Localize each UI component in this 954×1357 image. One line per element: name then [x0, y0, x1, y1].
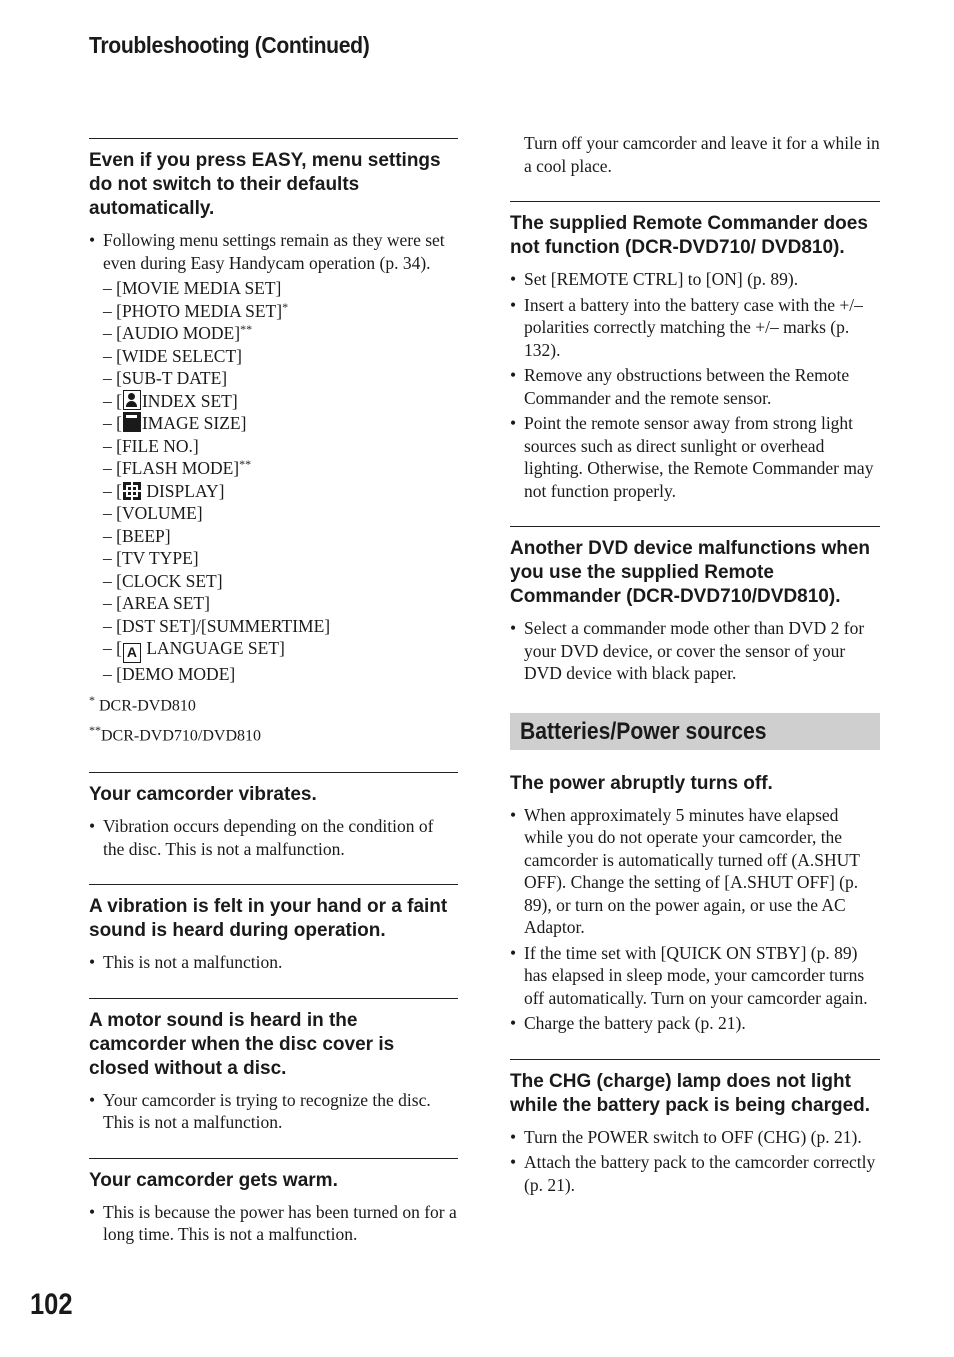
item-text: [AUDIO MODE]	[116, 323, 241, 343]
item-text: IMAGE SIZE]	[141, 413, 247, 433]
display-grid-icon	[123, 482, 141, 500]
section-heading: The CHG (charge) lamp does not light while the battery pack is being charged.	[510, 1070, 871, 1116]
list-item	[103, 592, 458, 615]
bullet-item: • When approximately 5 minutes have elapsed while you do not operate your camcorder, the camcorder is automatically turned off (A.SHUT OFF). Change the setting of [A.SHUT OFF] (p. 89), or turn on the power again, or use the AC Adaptor.	[510, 804, 880, 939]
bullet-item: • Vibration occurs depending on the condition of the disc. This is not a malfunction.	[89, 815, 458, 860]
dash: –	[103, 615, 117, 636]
dash: –	[103, 390, 117, 411]
list-item	[103, 412, 458, 435]
item-text: [DEMO MODE]	[116, 664, 236, 684]
dash: –	[103, 548, 117, 568]
dash: –	[103, 638, 117, 658]
item-text: [SUB-T DATE]	[116, 368, 228, 388]
list-item	[103, 300, 458, 323]
dash: –	[103, 323, 117, 343]
item-text: [BEEP]	[116, 525, 171, 546]
section-heading: A vibration is felt in your hand or a faint sound is heard during operation.	[89, 896, 448, 942]
bullet-item: • If the time set with [QUICK ON STBY] (p. 89) has elapsed in sleep mode, your camcorder turns off automatically. Turn on your camcorder again.	[510, 942, 880, 1010]
bullet-item: • This is not a malfunction.	[89, 951, 458, 974]
bullet-list	[510, 1126, 880, 1197]
section-title-bar	[510, 713, 880, 750]
warm-section	[89, 1158, 458, 1246]
dash: –	[103, 503, 117, 523]
menu-settings-list	[89, 277, 458, 686]
item-text: [FLASH MODE]	[116, 458, 240, 478]
bullet-item: • Attach the battery pack to the camcorder correctly (p. 21).	[510, 1151, 880, 1196]
item-text: [DST SET]/[SUMMERTIME]	[116, 615, 331, 636]
list-item	[103, 480, 458, 503]
dash: –	[103, 570, 117, 591]
bullet-item: • This is because the power has been turned on for a long time. This is not a malfunction.	[89, 1201, 458, 1246]
bullet-item: • Set [REMOTE CTRL] to [ON] (p. 89).	[510, 268, 880, 291]
bullet-item: • Insert a battery into the battery case with the +/– polarities correctly matching the +/– marks (p. 132).	[510, 294, 880, 362]
dash: –	[103, 480, 117, 501]
item-text: [CLOCK SET]	[116, 570, 223, 591]
list-item	[103, 547, 458, 570]
list-item	[103, 435, 458, 458]
chg-lamp-section	[510, 1059, 880, 1197]
list-item	[103, 345, 458, 368]
footnote-mark: **	[89, 722, 101, 737]
item-text: [	[116, 480, 122, 501]
item-text: [WIDE SELECT]	[116, 345, 242, 366]
bullet-list	[89, 1201, 458, 1246]
item-text: [MOVIE MEDIA SET]	[116, 278, 282, 298]
remote-section	[510, 201, 880, 502]
section-heading: Your camcorder vibrates.	[89, 784, 317, 806]
bullet-item: • Remove any obstructions between the Remote Commander and the remote sensor.	[510, 364, 880, 409]
bullet-list	[510, 617, 880, 685]
list-item	[103, 502, 458, 525]
item-text: [VOLUME]	[116, 503, 203, 523]
left-column	[89, 138, 458, 1270]
right-column	[510, 132, 880, 1220]
list-item	[103, 663, 458, 686]
footnote-mark: *	[89, 692, 95, 707]
bullet-item: • Turn the POWER switch to OFF (CHG) (p. 21).	[510, 1126, 880, 1149]
list-item	[103, 615, 458, 638]
footnote-text: DCR-DVD810	[95, 696, 196, 714]
bullet-list	[89, 229, 458, 274]
list-item	[103, 457, 458, 480]
bullet-list	[89, 951, 458, 974]
section-heading: Your camcorder gets warm.	[89, 1169, 338, 1191]
power-off-section	[510, 772, 880, 1035]
item-text: [	[116, 638, 122, 658]
list-item	[103, 322, 458, 345]
item-text: [	[116, 390, 122, 411]
dash: –	[103, 345, 117, 366]
item-text: [FILE NO.]	[116, 435, 199, 456]
footnote-mark: **	[240, 322, 253, 336]
item-text: [PHOTO MEDIA SET]	[116, 300, 283, 321]
footnotes	[89, 688, 458, 749]
item-text: [TV TYPE]	[116, 548, 199, 568]
item-text: INDEX SET]	[141, 390, 238, 411]
footnote	[89, 718, 458, 748]
section-heading: Even if you press EASY, menu settings do not switch to their defaults automatically.	[89, 150, 441, 219]
bullet-item: • Following menu settings remain as they were set even during Easy Handycam operation (p. 34).	[89, 229, 458, 274]
vibration-felt-section	[89, 884, 458, 974]
page-number: 102	[30, 1288, 73, 1321]
bullet-list	[89, 815, 458, 860]
dash: –	[103, 664, 117, 684]
item-text: LANGUAGE SET]	[141, 638, 285, 658]
dash: –	[103, 593, 117, 613]
section-heading: Another DVD device malfunctions when you use the supplied Remote Commander (DCR-DVD710/DVD810).	[510, 538, 870, 607]
dash: –	[103, 300, 117, 321]
bullet-list	[510, 804, 880, 1035]
dash: –	[103, 458, 117, 478]
dvd-device-section	[510, 526, 880, 685]
footnote-mark: *	[282, 299, 289, 314]
face-index-icon	[123, 390, 141, 410]
list-item	[103, 637, 458, 663]
section-heading: A motor sound is heard in the camcorder when the disc cover is closed without a disc.	[89, 1009, 395, 1079]
bullet-item: • Your camcorder is trying to recognize the disc. This is not a malfunction.	[89, 1089, 458, 1134]
list-item	[103, 367, 458, 390]
footnote-mark: **	[239, 457, 252, 471]
dash: –	[103, 278, 117, 298]
section-heading: The power abruptly turns off.	[510, 772, 773, 794]
language-icon: A	[123, 643, 141, 663]
list-item	[103, 277, 458, 300]
bullet-item: • Charge the battery pack (p. 21).	[510, 1012, 880, 1035]
image-icon	[123, 412, 141, 432]
section-heading: The supplied Remote Commander does not function (DCR-DVD710/ DVD810).	[510, 213, 868, 258]
dash: –	[103, 435, 117, 456]
vibrates-section	[89, 772, 458, 860]
bullet-list	[510, 268, 880, 502]
motor-sound-section	[89, 998, 458, 1134]
continued-text: Turn off your camcorder and leave it for a while in a cool place.	[524, 133, 880, 176]
bullet-item: • Point the remote sensor away from strong light sources such as direct sunlight or overhead lighting. Otherwise, the Remote Commander may not function properly.	[510, 412, 880, 502]
list-item	[103, 570, 458, 593]
dash: –	[103, 413, 117, 433]
dash: –	[103, 525, 117, 546]
page-header: Troubleshooting (Continued)	[89, 32, 370, 58]
section-title: Batteries/Power sources	[520, 717, 767, 745]
list-item	[103, 525, 458, 548]
bullet-item: • Select a commander mode other than DVD 2 for your DVD device, or cover the sensor of your DVD device with black paper.	[510, 617, 880, 685]
item-text: [AREA SET]	[116, 593, 210, 613]
item-text: DISPLAY]	[141, 480, 225, 501]
easy-section	[89, 138, 458, 748]
continued-section	[510, 132, 880, 177]
bullet-list	[89, 1089, 458, 1134]
footnote	[89, 688, 458, 718]
footnote-text: DCR-DVD710/DVD810	[101, 727, 261, 745]
dash: –	[103, 368, 117, 388]
list-item	[103, 390, 458, 413]
item-text: [	[116, 413, 122, 433]
